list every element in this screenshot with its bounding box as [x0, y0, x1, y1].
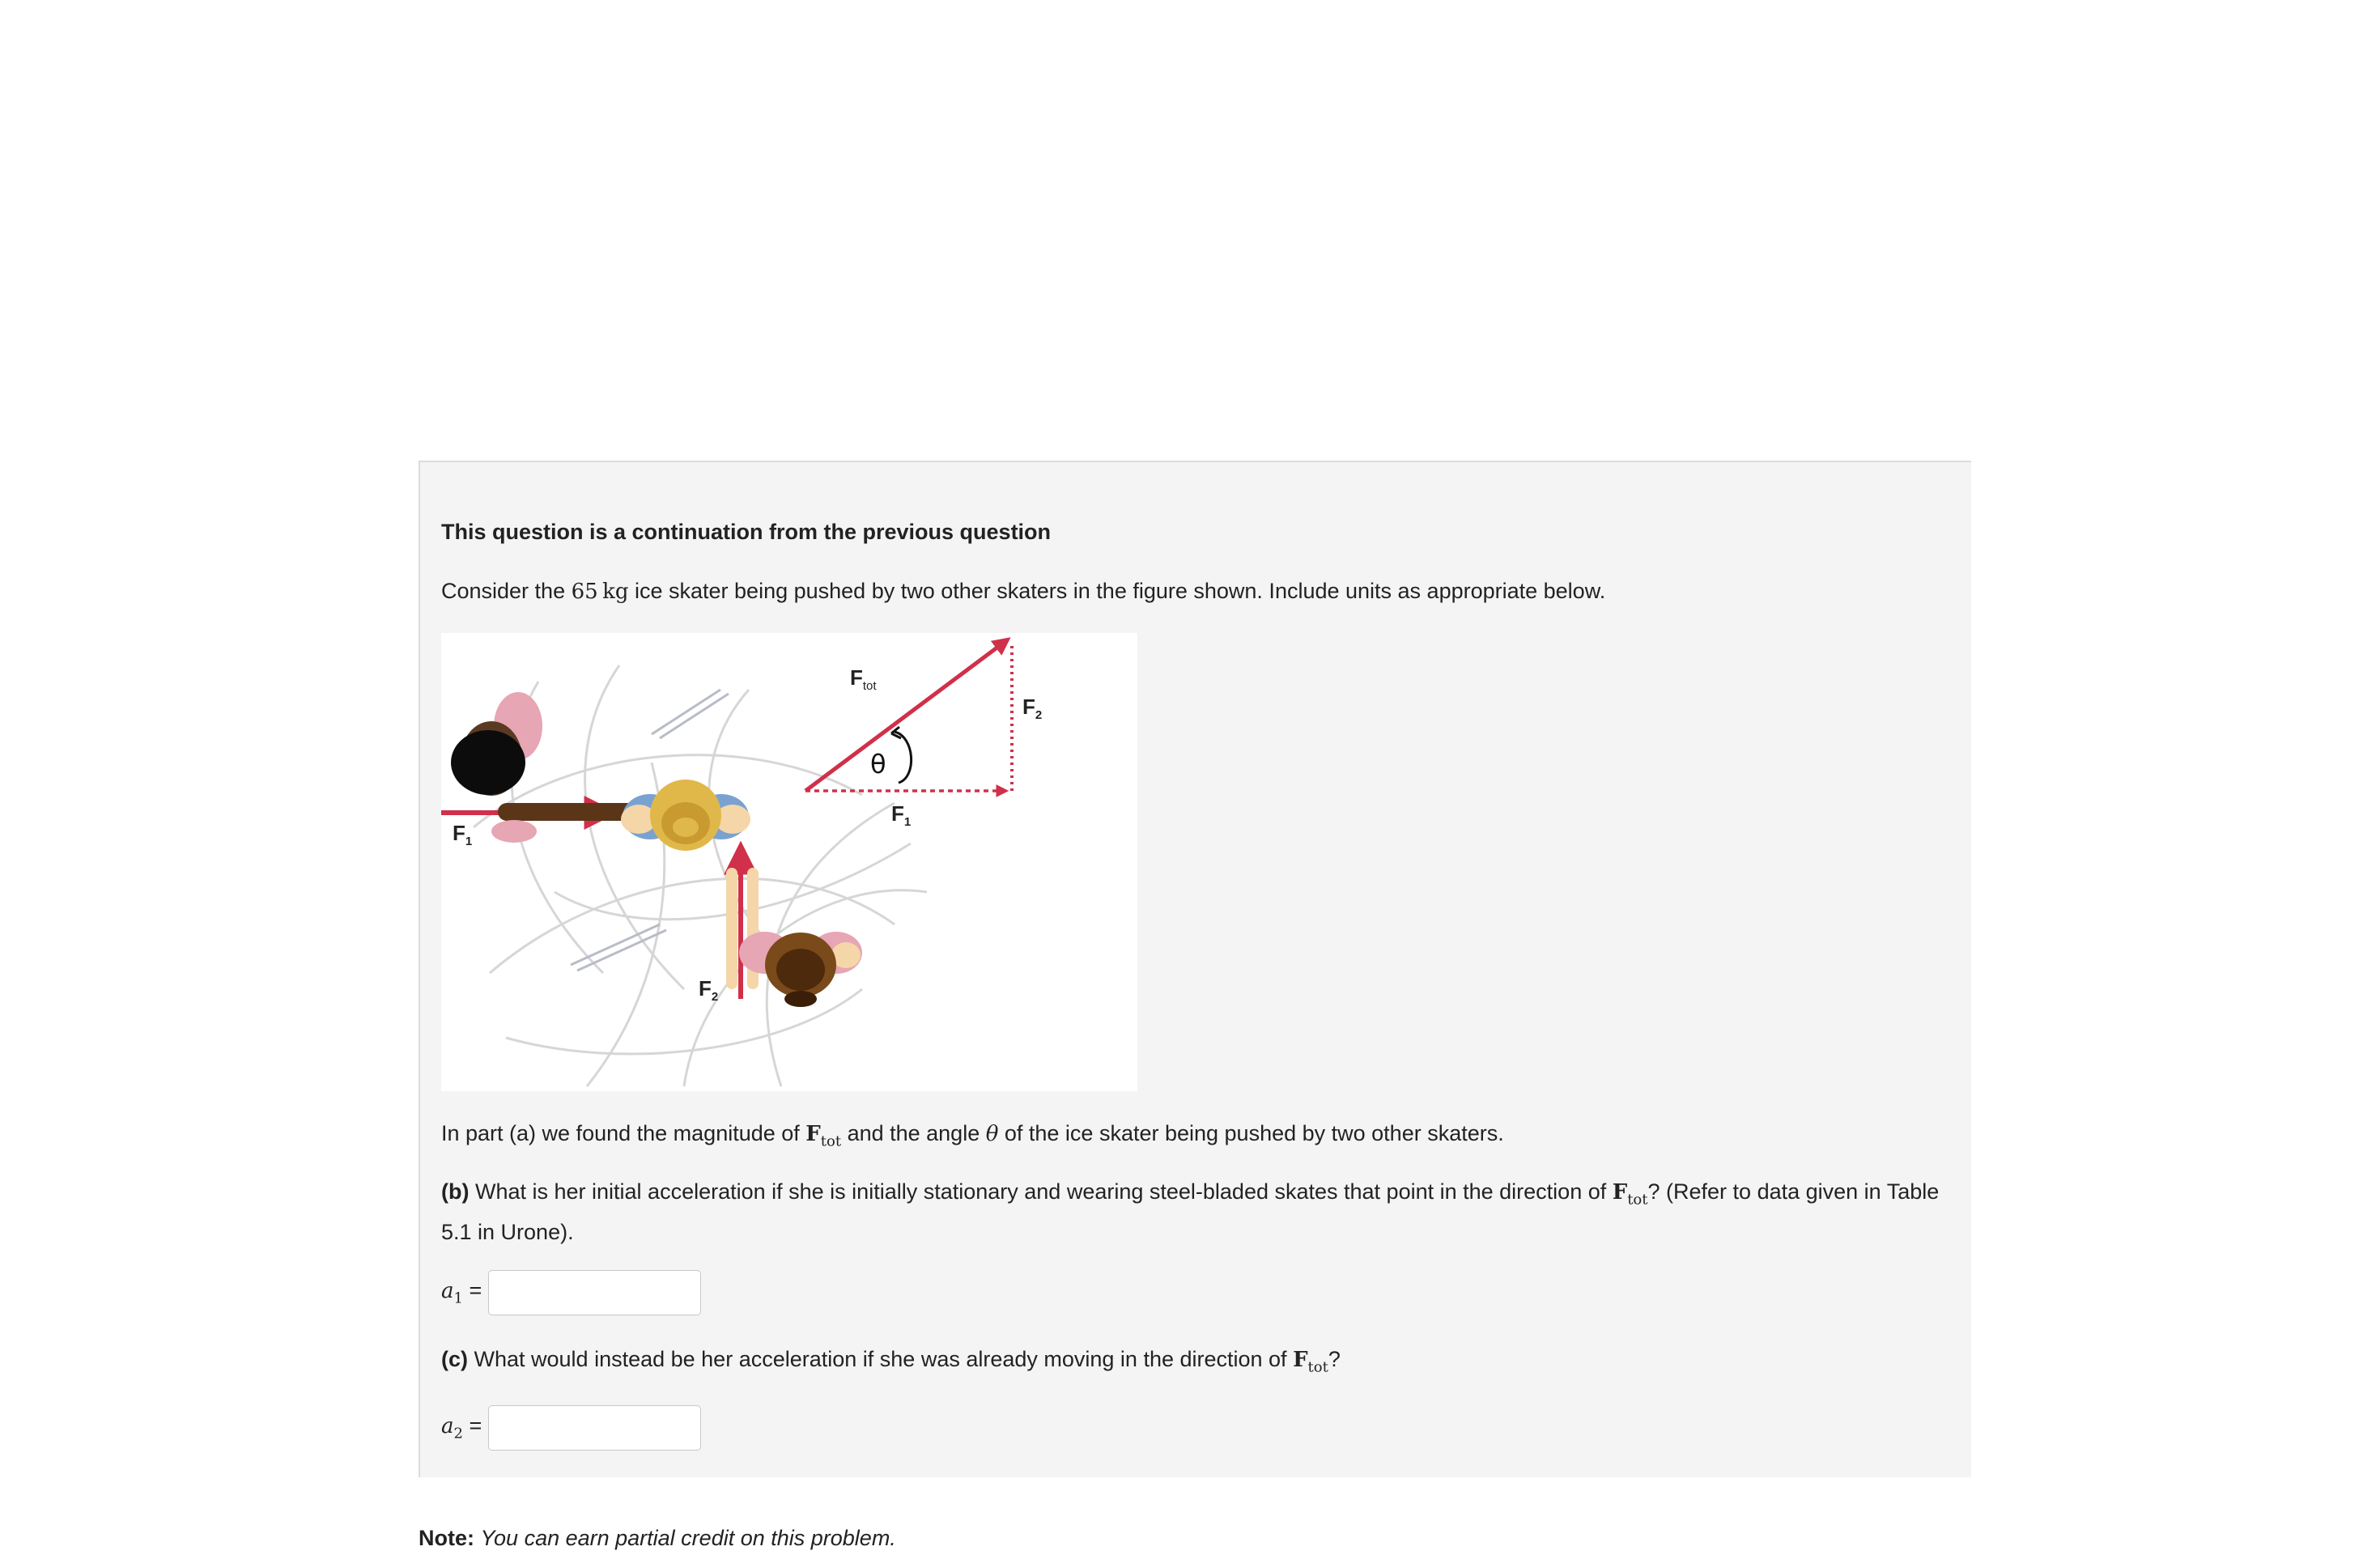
label-f2-bottom: $F_2$ — [699, 976, 719, 1004]
label-theta: θ — [870, 749, 886, 780]
ftot-vector — [805, 639, 1008, 791]
answer-input-a2[interactable] — [488, 1405, 701, 1451]
answer-row-a1 — [441, 1268, 701, 1317]
question-heading: This question is a continuation from the previous question — [441, 520, 1052, 544]
answer-label-a1: $a_1$ = — [441, 1278, 482, 1307]
label-f1-diagram: $F_1$ — [891, 801, 912, 829]
mass-value: 65 — [571, 580, 598, 604]
answer-row-a2 — [441, 1404, 701, 1452]
part-a-text: In part (a) we found the magnitude of $F_{tot}$ and the angle θ of the ice skater being pushed by two other skaters. — [441, 1121, 1504, 1150]
partial-credit-note — [419, 1522, 896, 1555]
note-text: You can earn partial credit on this problem. — [480, 1526, 896, 1550]
skater-force-figure — [441, 633, 1137, 1091]
angle-arc — [895, 732, 912, 783]
mass-unit: kg — [602, 580, 629, 604]
answer-input-a1[interactable] — [488, 1270, 701, 1315]
label-f1-left: $F_1$ — [453, 821, 473, 848]
answer-label-a2: $a_2$ = — [441, 1413, 482, 1442]
bottom-skater — [726, 868, 862, 1007]
problem-panel — [419, 461, 1971, 1477]
part-c-text: (c) What would instead be her acceleration if she was already moving in the direction of $F_{tot}$? — [441, 1347, 1341, 1376]
question-intro: Consider the 65 kg ice skater being pushed by two other skaters in the figure shown. Include units as appropriate below. — [441, 579, 1606, 604]
part-b-text: (b) What is her initial acceleration if she is initially stationary and wearing steel-bladed skates that point in the direction of $F_{tot}$? (Refer to data given in Table 5.1 in Urone). — [441, 1179, 1940, 1245]
label-f2-diagram: $F_2$ — [1022, 695, 1043, 722]
note-label: Note: — [419, 1526, 474, 1550]
middle-skater — [621, 780, 750, 851]
label-ftot: $F_{tot}$ — [850, 665, 877, 693]
